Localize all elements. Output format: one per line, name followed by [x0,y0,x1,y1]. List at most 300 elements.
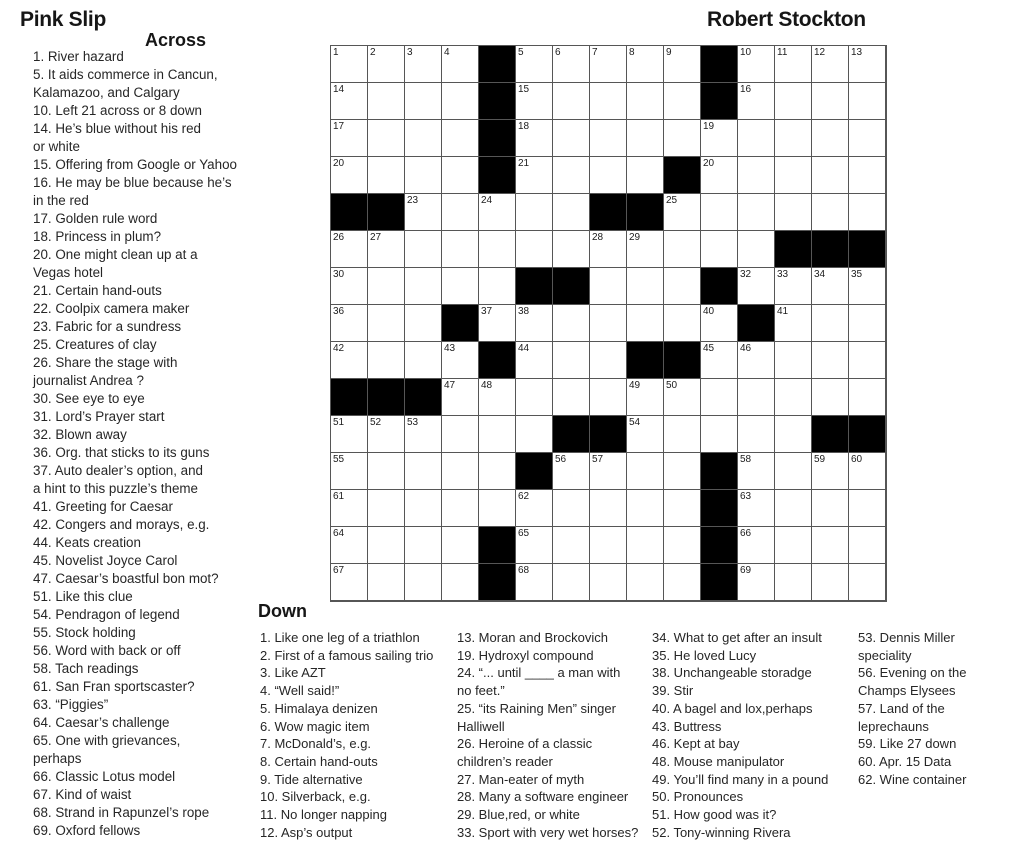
grid-cell[interactable] [590,379,627,416]
grid-cell[interactable] [331,305,368,342]
cell-number: 25 [666,195,678,206]
down-clue [260,788,433,806]
across-clue [33,318,237,336]
grid-cell[interactable] [849,342,886,379]
clue-line: 13. Moran and Brockovich [457,630,609,645]
grid-cell[interactable] [849,305,886,342]
grid-cell-black [701,46,738,83]
grid-cell[interactable] [812,527,849,564]
grid-cell[interactable] [738,453,775,490]
clue-line: 48. Mouse manipulator [652,753,785,769]
grid-cell[interactable] [701,157,738,194]
down-clue [652,753,828,771]
grid-cell[interactable] [331,157,368,194]
cell-number: 50 [666,380,678,391]
down-clue [457,735,638,770]
down-clue [457,824,638,842]
grid-cell[interactable] [516,120,553,157]
grid-cell[interactable] [775,453,812,490]
down-clue-column [260,629,433,841]
grid-cell[interactable] [849,564,886,601]
grid-cell[interactable] [849,268,886,305]
grid-cell[interactable] [738,268,775,305]
grid-cell[interactable] [812,305,849,342]
grid-cell[interactable] [664,416,701,453]
grid-cell[interactable] [738,416,775,453]
clue-line: 34. What to get after an insult [652,630,822,645]
grid-cell[interactable] [442,83,479,120]
grid-cell[interactable] [775,157,812,194]
across-clue [33,354,237,390]
grid-cell[interactable] [812,342,849,379]
grid-cell[interactable] [849,527,886,564]
grid-cell[interactable] [405,194,442,231]
grid-cell[interactable] [368,453,405,490]
grid-cell[interactable] [775,194,812,231]
down-clue-column [858,629,966,788]
clue-line: 8. Certain hand-outs [260,753,378,769]
grid-cell[interactable] [405,268,442,305]
grid-cell[interactable] [738,231,775,268]
grid-cell[interactable] [664,231,701,268]
grid-cell-black [775,231,812,268]
grid-cell[interactable] [590,305,627,342]
grid-cell-black [442,305,479,342]
grid-cell[interactable] [553,305,590,342]
grid-cell[interactable] [405,564,442,601]
grid-cell[interactable] [738,157,775,194]
grid-cell[interactable] [812,564,849,601]
cell-number: 48 [481,380,493,391]
grid-cell[interactable] [849,46,886,83]
clue-line: 30. See eye to eye [33,391,145,406]
grid-cell[interactable] [553,231,590,268]
grid-cell[interactable] [553,564,590,601]
grid-cell[interactable] [442,268,479,305]
grid-cell[interactable] [775,527,812,564]
grid-cell[interactable] [775,490,812,527]
grid-cell[interactable] [516,194,553,231]
grid-cell-black [627,342,664,379]
down-clue [652,718,828,736]
grid-cell[interactable] [442,379,479,416]
grid-cell[interactable] [516,416,553,453]
grid-cell[interactable] [738,83,775,120]
across-clue [33,174,237,210]
grid-cell[interactable] [590,46,627,83]
across-clue [33,696,237,714]
grid-cell[interactable] [331,453,368,490]
cell-number: 33 [777,269,789,280]
across-clue [33,732,237,768]
grid-cell[interactable] [664,194,701,231]
grid-cell[interactable] [701,416,738,453]
clue-line: 15. Offering from Google or Yahoo [33,157,237,172]
grid-cell[interactable] [849,453,886,490]
grid-cell[interactable] [738,527,775,564]
grid-cell[interactable] [442,231,479,268]
grid-cell[interactable] [405,120,442,157]
grid-cell[interactable] [627,527,664,564]
grid-cell[interactable] [368,564,405,601]
clue-line: 63. “Piggies” [33,697,109,712]
grid-cell[interactable] [442,157,479,194]
grid-cell[interactable] [775,379,812,416]
grid-cell[interactable] [812,83,849,120]
clue-line: 1. River hazard [33,49,124,64]
grid-cell-black [368,194,405,231]
grid-cell[interactable] [627,564,664,601]
grid-cell[interactable] [331,231,368,268]
clue-line: 27. Man-eater of myth [457,771,585,787]
grid-cell[interactable] [701,231,738,268]
clue-line: or white [33,139,80,154]
grid-cell[interactable] [627,231,664,268]
grid-cell[interactable] [442,527,479,564]
grid-cell[interactable] [738,46,775,83]
grid-cell[interactable] [738,120,775,157]
grid-cell[interactable] [368,268,405,305]
grid-cell[interactable] [442,416,479,453]
grid-cell[interactable] [627,305,664,342]
cell-number: 56 [555,454,567,465]
across-clue [33,768,237,786]
grid-cell-black [701,527,738,564]
grid-cell[interactable] [590,268,627,305]
grid-cell[interactable] [812,379,849,416]
grid-cell[interactable] [849,120,886,157]
grid-cell[interactable] [553,120,590,157]
grid-cell[interactable] [664,527,701,564]
grid-cell[interactable] [331,342,368,379]
grid-cell[interactable] [775,564,812,601]
cell-number: 1 [333,47,339,58]
grid-cell[interactable] [812,157,849,194]
grid-cell[interactable] [479,231,516,268]
grid-cell[interactable] [368,527,405,564]
cell-number: 37 [481,306,493,317]
grid-cell[interactable] [849,490,886,527]
grid-cell[interactable] [368,46,405,83]
down-heading: Down [258,601,307,621]
grid-cell[interactable] [701,120,738,157]
grid-cell[interactable] [738,342,775,379]
clue-line: 47. Caesar’s boastful bon mot? [33,571,219,586]
grid-cell[interactable] [590,231,627,268]
grid-cell[interactable] [664,379,701,416]
grid-cell[interactable] [368,490,405,527]
grid-cell[interactable] [664,564,701,601]
grid-cell[interactable] [590,342,627,379]
grid-cell[interactable] [701,194,738,231]
clue-line: 32. Blown away [33,427,127,442]
grid-cell[interactable] [331,46,368,83]
across-clue [33,408,237,426]
grid-cell[interactable] [775,342,812,379]
cell-number: 18 [518,121,530,132]
clue-line: Champs Elysees [858,683,956,699]
grid-cell[interactable] [590,157,627,194]
grid-cell[interactable] [738,490,775,527]
grid-cell[interactable] [553,490,590,527]
grid-cell[interactable] [812,120,849,157]
cell-number: 32 [740,269,752,280]
clue-line: 5. It aids commerce in Cancun, [33,67,218,82]
grid-cell[interactable] [516,342,553,379]
grid-cell[interactable] [701,342,738,379]
grid-cell[interactable] [368,157,405,194]
grid-cell[interactable] [664,83,701,120]
grid-cell[interactable] [627,46,664,83]
clue-line: 62. Wine container [858,771,967,787]
cell-number: 42 [333,343,345,354]
cell-number: 2 [370,47,376,58]
grid-cell[interactable] [664,490,701,527]
grid-cell[interactable] [368,305,405,342]
grid-cell[interactable] [516,564,553,601]
grid-cell[interactable] [775,416,812,453]
down-clue [457,700,638,735]
grid-cell[interactable] [442,194,479,231]
grid-cell[interactable] [405,342,442,379]
down-clue [652,771,828,789]
grid-cell[interactable] [442,46,479,83]
grid-cell[interactable] [775,305,812,342]
clue-line: in the red [33,193,89,208]
grid-cell[interactable] [812,268,849,305]
grid-cell[interactable] [627,268,664,305]
grid-cell[interactable] [516,527,553,564]
grid-cell[interactable] [812,46,849,83]
grid-cell[interactable] [849,194,886,231]
grid-cell[interactable] [738,564,775,601]
clue-line: no feet.” [457,683,505,699]
grid-cell[interactable] [849,157,886,194]
grid-cell[interactable] [405,231,442,268]
grid-cell-black [479,120,516,157]
clue-line: 11. No longer napping [260,807,387,823]
grid-cell[interactable] [553,453,590,490]
across-heading: Across [145,30,207,50]
grid-cell[interactable] [553,527,590,564]
grid-cell[interactable] [812,490,849,527]
grid-cell[interactable] [479,305,516,342]
grid-cell[interactable] [331,527,368,564]
grid-cell[interactable] [368,342,405,379]
down-clue [457,647,638,665]
crossword-grid [330,45,887,602]
grid-cell-black [701,83,738,120]
down-clue [858,753,966,771]
grid-cell[interactable] [849,83,886,120]
grid-cell[interactable] [405,490,442,527]
clue-line: 28. Many a software engineer [457,789,629,805]
grid-cell[interactable] [405,527,442,564]
clue-line: 43. Buttress [652,718,722,734]
grid-cell[interactable] [553,157,590,194]
cell-number: 36 [333,306,345,317]
cell-number: 51 [333,417,345,428]
grid-cell[interactable] [701,379,738,416]
grid-cell[interactable] [479,453,516,490]
grid-cell[interactable] [553,342,590,379]
cell-number: 41 [777,306,789,317]
grid-cell[interactable] [590,490,627,527]
grid-cell[interactable] [479,416,516,453]
grid-cell[interactable] [442,120,479,157]
grid-cell[interactable] [405,83,442,120]
grid-cell-black [812,231,849,268]
grid-cell[interactable] [479,490,516,527]
clue-line: 19. Hydroxyl compound [457,647,594,663]
grid-cell[interactable] [812,453,849,490]
clue-line: 26. Heroine of a classic [457,736,593,752]
grid-cell-black [553,268,590,305]
cell-number: 57 [592,454,604,465]
grid-cell[interactable] [738,379,775,416]
down-clue [858,771,966,789]
clue-line: 57. Land of the [858,700,945,716]
grid-cell[interactable] [664,268,701,305]
clue-line: 23. Fabric for a sundress [33,319,182,334]
across-clue [33,498,237,516]
grid-cell[interactable] [590,83,627,120]
clue-line: 7. McDonald’s, e.g. [260,736,372,752]
grid-cell[interactable] [701,305,738,342]
across-clue [33,606,237,624]
down-clue [260,682,433,700]
grid-cell[interactable] [516,379,553,416]
grid-cell[interactable] [775,268,812,305]
grid-cell[interactable] [553,46,590,83]
cell-number: 6 [555,47,561,58]
grid-cell[interactable] [331,120,368,157]
clue-line: journalist Andrea ? [33,373,144,388]
grid-cell[interactable] [849,379,886,416]
grid-cell[interactable] [664,453,701,490]
down-clue [260,664,433,682]
grid-cell[interactable] [368,83,405,120]
grid-cell-black [479,83,516,120]
grid-cell[interactable] [664,46,701,83]
grid-cell[interactable] [553,194,590,231]
clue-line: 31. Lord’s Prayer start [33,409,165,424]
cell-number: 49 [629,380,641,391]
grid-cell[interactable] [553,379,590,416]
grid-cell[interactable] [405,46,442,83]
grid-cell[interactable] [368,120,405,157]
grid-cell[interactable] [479,194,516,231]
grid-cell[interactable] [516,157,553,194]
grid-cell[interactable] [627,490,664,527]
grid-cell[interactable] [516,46,553,83]
clue-line: 17. Golden rule word [33,211,158,226]
grid-cell[interactable] [627,379,664,416]
grid-cell[interactable] [664,305,701,342]
grid-cell[interactable] [479,268,516,305]
grid-cell[interactable] [738,194,775,231]
grid-cell[interactable] [627,416,664,453]
grid-cell[interactable] [331,268,368,305]
grid-cell[interactable] [442,490,479,527]
down-clue [652,647,828,665]
grid-cell[interactable] [368,416,405,453]
grid-cell[interactable] [590,453,627,490]
cell-number: 5 [518,47,524,58]
clue-line: 50. Pronounces [652,789,744,805]
grid-cell[interactable] [405,305,442,342]
grid-cell[interactable] [627,120,664,157]
grid-cell[interactable] [590,564,627,601]
down-clue-column [652,629,828,841]
grid-cell[interactable] [553,83,590,120]
grid-cell[interactable] [590,120,627,157]
grid-cell[interactable] [331,564,368,601]
clue-line: 22. Coolpix camera maker [33,301,190,316]
grid-cell[interactable] [405,453,442,490]
grid-cell-black [812,416,849,453]
clue-line: 20. One might clean up at a [33,247,198,262]
grid-cell[interactable] [590,527,627,564]
grid-cell[interactable] [516,305,553,342]
across-clue [33,804,237,822]
grid-cell[interactable] [442,453,479,490]
down-clue [652,788,828,806]
clue-line: 52. Tony-winning Rivera [652,824,791,840]
grid-cell[interactable] [775,120,812,157]
clue-line: 59. Like 27 down [858,736,957,752]
clue-line: perhaps [33,751,82,766]
down-clue [260,629,433,647]
down-clue [457,771,638,789]
grid-cell[interactable] [664,120,701,157]
cell-number: 66 [740,528,752,539]
across-clue [33,678,237,696]
clue-line: Vegas hotel [33,265,103,280]
grid-cell[interactable] [479,379,516,416]
grid-cell[interactable] [368,231,405,268]
grid-cell[interactable] [627,157,664,194]
grid-cell[interactable] [442,564,479,601]
grid-cell[interactable] [516,83,553,120]
down-clue [858,664,966,699]
grid-cell[interactable] [405,157,442,194]
clue-line: 55. Stock holding [33,625,136,640]
clue-line: 54. Pendragon of legend [33,607,180,622]
cell-number: 58 [740,454,752,465]
grid-cell[interactable] [331,416,368,453]
grid-cell[interactable] [405,416,442,453]
grid-cell[interactable] [812,194,849,231]
across-clue [33,534,237,552]
grid-cell[interactable] [331,83,368,120]
cell-number: 68 [518,565,530,576]
grid-cell[interactable] [516,231,553,268]
grid-cell[interactable] [775,83,812,120]
down-clue [260,771,433,789]
grid-cell[interactable] [331,490,368,527]
grid-cell[interactable] [775,46,812,83]
cell-number: 44 [518,343,530,354]
grid-cell[interactable] [627,83,664,120]
clue-line: 61. San Fran sportscaster? [33,679,195,694]
grid-cell-black [590,416,627,453]
grid-cell[interactable] [516,490,553,527]
clue-line: leprechauns [858,718,929,734]
grid-cell[interactable] [442,342,479,379]
clue-line: 68. Strand in Rapunzel’s rope [33,805,210,820]
grid-cell[interactable] [627,453,664,490]
